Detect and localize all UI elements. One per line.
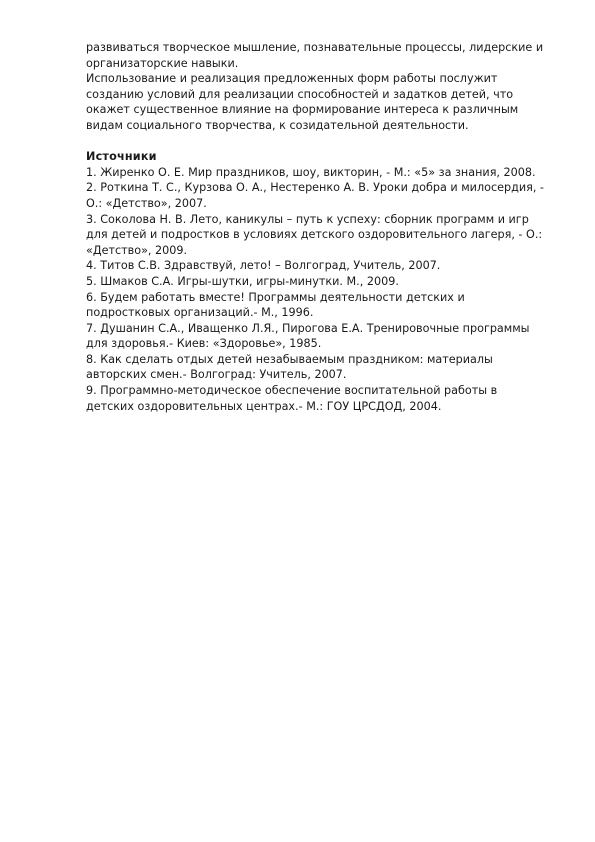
source-item: 1. Жиренко О. Е. Мир праздников, шоу, викторин, - М.: «5» за знания, 2008. xyxy=(86,165,536,179)
source-item: 3. Соколова Н. В. Лето, каникулы – путь к успеху: сборник программ и игр для детей и подростков в условиях детского оздоровительного лагеря, - О.: «Детство», 2009. xyxy=(86,212,543,257)
body-paragraph: развиваться творческое мышление, познавательные процессы, лидерские и организаторские навыки. xyxy=(86,41,544,70)
body-paragraph: Использование и реализация предложенных форм работы послужит созданию условий для реализации способностей и задатков детей, что окажет существенное влияние на формирование интереса к различным видам социального творчества, к созидательной деятельности. xyxy=(86,72,519,132)
source-item: 6. Будем работать вместе! Программы деятельности детских и подростковых организаций.- М., 1996. xyxy=(86,290,465,320)
document-page xyxy=(86,40,546,414)
source-item: 7. Душанин С.А., Иващенко Л.Я., Пирогова Е.А. Тренировочные программы для здоровья.- Киев: «Здоровье», 1985. xyxy=(86,321,530,351)
source-item: 4. Титов С.В. Здравствуй, лето! – Волгоград, Учитель, 2007. xyxy=(86,259,441,273)
sources-list xyxy=(86,165,546,415)
source-item: 9. Программно-методическое обеспечение воспитательной работы в детских оздоровительных центрах.- М.: ГОУ ЦРСДОД, 2004. xyxy=(86,384,498,413)
source-item: 8. Как сделать отдых детей незабываемым праздником: материалы авторских смен.- Волгоград: Учитель, 2007. xyxy=(86,352,493,382)
source-item: 2. Роткина Т. С., Курзова О. А., Нестеренко А. В. Уроки добра и милосердия, - О.: «Детство», 2007. xyxy=(86,181,544,210)
sources-heading: Источники xyxy=(86,150,157,164)
source-item: 5. Шмаков С.А. Игры-шутки, игры-минутки. М., 2009. xyxy=(86,274,399,288)
